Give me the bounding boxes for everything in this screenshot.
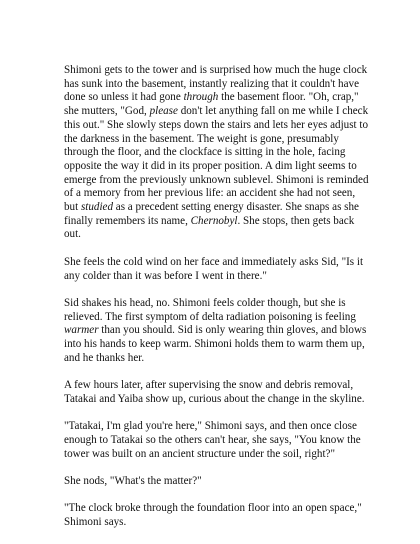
paragraph [64, 420, 372, 461]
text-run: A few hours later, after supervising the snow and debris removal, Tatakai and Yaiba show up, curious about the change in the skyline. [64, 379, 365, 405]
text-run: Sid shakes his head, no. Shimoni feels colder though, but she is relieved. The first symptom of delta radiation poisoning is feeling [64, 296, 356, 323]
text-run: She feels the cold wind on her face and immediately asks Sid, "Is it any colder than it was before I went in there." [64, 255, 364, 282]
page-body [64, 64, 372, 530]
emphasized-text: warmer [64, 324, 99, 337]
paragraph [64, 379, 372, 406]
text-run: as a precedent setting energy disaster. She snaps as she finally remembers its name, [64, 201, 359, 227]
paragraph [64, 502, 372, 529]
text-run: "The clock broke through the foundation floor into an open space," Shimoni says. [64, 502, 362, 529]
paragraph [64, 256, 372, 283]
paragraph [64, 297, 372, 366]
paragraph [64, 64, 372, 242]
paragraph [64, 475, 372, 489]
text-run: She nods, "What's the matter?" [64, 475, 202, 488]
emphasized-text: studied [80, 201, 113, 214]
text-run: . She stops, then gets back out. [64, 214, 355, 241]
text-run: "Tatakai, I'm glad you're here," Shimoni says, and then once close enough to Tatakai so the others can't hear, she says, "You know the tower was built on an ancient structure under the soil, right?" [64, 420, 361, 460]
text-run: than you should. Sid is only wearing thin gloves, and blows into his hands to keep warm. Shimoni holds them to warm them up, and he thanks her. [64, 324, 367, 364]
text-run: don't let anything fall on me while I check this out." She slowly steps down the stairs and lets her eyes adjust to the darkness in the basement. The weight is gone, presumably through the floor, and the clockface is sitting in the hole, facing opposite the way it did in its proper position. A dim light seems to emerge from the previously unknown sublevel. Shimoni is reminded of a memory from her previous life: an accident she had not seen, but [64, 105, 369, 214]
text-run: Shimoni gets to the tower and is surprised how much the huge clock has sunk into the basement, instantly realizing that it couldn't have done so unless it had gone [64, 64, 368, 104]
emphasized-text: through [183, 91, 219, 104]
emphasized-text: Chernobyl [190, 214, 238, 227]
emphasized-text: please [149, 105, 178, 118]
text-run: the basement floor. "Oh, crap," she mutters, "God, [64, 91, 359, 118]
